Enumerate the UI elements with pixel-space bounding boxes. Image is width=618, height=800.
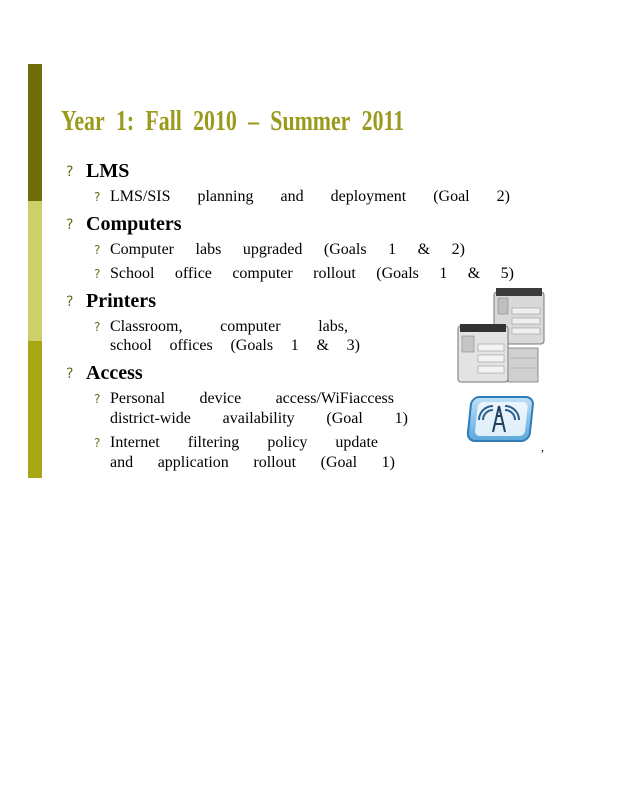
list-item <box>110 241 465 259</box>
word: availability <box>222 410 295 427</box>
sidebar-accent-bar <box>28 64 42 478</box>
word: upgraded <box>242 241 303 258</box>
slide-title <box>61 106 404 138</box>
word: filtering <box>187 434 240 451</box>
sub-bullet-icon: ? <box>94 392 101 406</box>
word: Personal <box>110 390 166 407</box>
word: 1) <box>381 454 395 471</box>
bullet-icon: ? <box>66 294 74 310</box>
list-item <box>110 318 348 336</box>
word: district-wide <box>110 410 191 427</box>
list-item <box>110 434 378 452</box>
word: Internet <box>110 434 160 451</box>
section-heading-lms: LMS <box>86 160 130 182</box>
list-item <box>110 188 510 206</box>
word: 1 <box>290 337 299 354</box>
word: offices <box>169 337 213 354</box>
word: & <box>467 265 481 282</box>
sub-bullet-icon: ? <box>94 243 101 257</box>
list-item-continuation <box>110 337 360 355</box>
word: rollout <box>253 454 297 471</box>
word: and <box>110 454 134 471</box>
title-word: Fall <box>145 106 182 137</box>
word: (Goal <box>433 188 470 205</box>
word: LMS/SIS <box>110 188 171 205</box>
word: (Goal <box>320 454 358 471</box>
word: access/WiFiaccess <box>275 390 394 407</box>
section-heading-printers: Printers <box>86 290 156 312</box>
word: and <box>280 188 304 205</box>
section-heading-computers: Computers <box>86 213 182 235</box>
word: 3) <box>346 337 360 354</box>
title-word: 2010 <box>193 106 237 137</box>
word: (Goals <box>376 265 419 282</box>
word: 1 <box>439 265 448 282</box>
word: Classroom, <box>110 318 183 335</box>
word: update <box>335 434 378 451</box>
list-item-continuation <box>110 410 408 428</box>
list-item-continuation <box>110 454 395 472</box>
section-heading-access: Access <box>86 362 143 384</box>
sidebar-segment-dark <box>28 64 42 201</box>
bullet-icon: ? <box>66 366 74 382</box>
word: office <box>174 265 212 282</box>
word: (Goal <box>326 410 363 427</box>
title-word: 1: <box>115 106 135 137</box>
printer-image <box>456 286 548 386</box>
sidebar-segment-mid <box>28 341 42 478</box>
sub-bullet-icon: ? <box>94 190 101 204</box>
sub-bullet-icon: ? <box>94 267 101 281</box>
word: computer <box>220 318 281 335</box>
word: rollout <box>313 265 356 282</box>
word: application <box>157 454 229 471</box>
sub-bullet-icon: ? <box>94 436 101 450</box>
word: Computer <box>110 241 174 258</box>
word: 1 <box>388 241 397 258</box>
word: school <box>110 337 152 354</box>
word: 1) <box>394 410 408 427</box>
bullet-icon: ? <box>66 164 74 180</box>
word: computer <box>232 265 293 282</box>
list-item <box>110 390 394 408</box>
title-word: 2011 <box>361 106 405 137</box>
sub-bullet-icon: ? <box>94 320 101 334</box>
title-word: Year <box>61 106 105 137</box>
word: & <box>316 337 329 354</box>
title-word: – <box>248 106 260 137</box>
word: planning <box>197 188 254 205</box>
word: deployment <box>330 188 407 205</box>
word: (Goals <box>230 337 274 354</box>
trailing-mark: , <box>541 440 544 454</box>
title-word: Summer <box>270 106 351 137</box>
word: 5) <box>500 265 514 282</box>
word: (Goals <box>323 241 367 258</box>
word: School <box>110 265 155 282</box>
word: policy <box>267 434 308 451</box>
word: device <box>199 390 242 407</box>
list-item <box>110 265 514 283</box>
word: labs, <box>318 318 348 335</box>
sidebar-segment-light <box>28 201 42 341</box>
bullet-icon: ? <box>66 217 74 233</box>
word: 2) <box>496 188 510 205</box>
wifi-icon <box>465 394 535 446</box>
word: labs <box>195 241 222 258</box>
word: & <box>417 241 431 258</box>
word: 2) <box>451 241 465 258</box>
